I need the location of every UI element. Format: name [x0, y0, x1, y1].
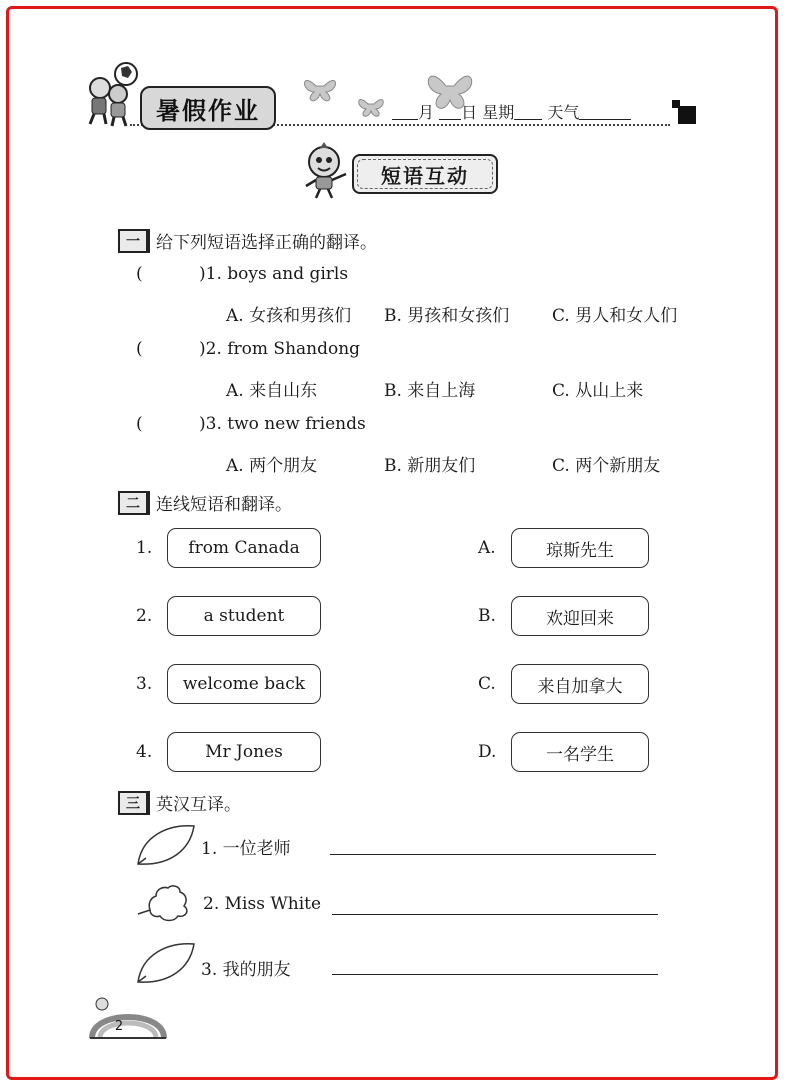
- section-title: 短语互动: [381, 163, 469, 188]
- match-right-box[interactable]: [511, 732, 649, 772]
- match-left-text: Mr Jones: [205, 742, 283, 762]
- match-left-box[interactable]: [167, 528, 321, 568]
- corner-block-icon: [672, 100, 696, 124]
- answer-paren-2[interactable]: (: [136, 339, 143, 359]
- weekday-label: 星期: [482, 103, 515, 122]
- translate-item-1: 1. 一位老师: [201, 839, 291, 859]
- answer-paren-1[interactable]: (: [136, 264, 143, 284]
- question-3: )3. two new friends: [199, 414, 366, 434]
- part1-instruction: 给下列短语选择正确的翻译。: [156, 233, 377, 253]
- match-left-box[interactable]: [167, 596, 321, 636]
- part1-number: 一: [118, 229, 150, 253]
- match-right-text: 琼斯先生: [546, 540, 614, 561]
- match-right-text: 来自加拿大: [537, 676, 623, 697]
- leaf-icon: [134, 940, 198, 986]
- translate-item-3: 3. 我的朋友: [201, 960, 291, 980]
- match-right-box[interactable]: [511, 596, 649, 636]
- match-left-num: 3.: [136, 674, 153, 694]
- part2-number: 二: [118, 491, 150, 515]
- match-right-letter: B.: [478, 606, 496, 626]
- match-right-text: 欢迎回来: [546, 608, 614, 629]
- match-left-text: from Canada: [188, 538, 300, 558]
- part1-heading: [118, 228, 377, 253]
- q3-option-b: B. 新朋友们: [384, 456, 476, 476]
- answer-paren-3[interactable]: (: [136, 414, 143, 434]
- match-right-letter: D.: [478, 742, 497, 762]
- translate-item-2: 2. Miss White: [203, 894, 322, 914]
- answer-line-2[interactable]: [332, 914, 658, 915]
- match-left-box[interactable]: [167, 664, 321, 704]
- part3-number: 三: [118, 791, 150, 815]
- match-left-num: 4.: [136, 742, 153, 762]
- date-weather-row: [392, 100, 631, 123]
- question-2: )2. from Shandong: [199, 339, 361, 359]
- maple-leaf-icon: [134, 880, 198, 926]
- kids-soccer-icon: [78, 60, 148, 130]
- weather-label: 天气: [547, 103, 580, 122]
- part2-heading: [118, 490, 292, 515]
- part3-instruction: 英汉互译。: [156, 795, 241, 815]
- part2-instruction: 连线短语和翻译。: [156, 495, 292, 515]
- q2-option-a: A. 来自山东: [226, 381, 318, 401]
- q3-option-a: A. 两个朋友: [226, 456, 318, 476]
- answer-line-1[interactable]: [330, 854, 656, 855]
- leaf-icon: [134, 822, 198, 868]
- match-right-text: 一名学生: [546, 744, 614, 765]
- part3-heading: [118, 790, 241, 815]
- answer-line-3[interactable]: [332, 974, 658, 975]
- match-right-box[interactable]: [511, 528, 649, 568]
- q2-option-c: C. 从山上来: [552, 381, 644, 401]
- page-number: 2: [114, 1019, 124, 1034]
- match-left-box[interactable]: [167, 732, 321, 772]
- question-1: )1. boys and girls: [199, 264, 349, 284]
- match-right-box[interactable]: [511, 664, 649, 704]
- q1-option-c: C. 男人和女人们: [552, 306, 678, 326]
- mascot-icon: [300, 142, 352, 200]
- day-label: 日: [461, 103, 478, 122]
- q2-option-b: B. 来自上海: [384, 381, 476, 401]
- section-title-badge: [352, 154, 498, 194]
- match-left-text: a student: [203, 606, 285, 626]
- q3-option-c: C. 两个新朋友: [552, 456, 661, 476]
- q1-option-a: A. 女孩和男孩们: [226, 306, 352, 326]
- match-left-text: welcome back: [182, 674, 306, 694]
- match-left-num: 2.: [136, 606, 153, 626]
- match-left-num: 1.: [136, 538, 153, 558]
- match-right-letter: C.: [478, 674, 496, 694]
- q1-option-b: B. 男孩和女孩们: [384, 306, 510, 326]
- book-title: 暑假作业: [140, 86, 276, 130]
- month-label: 月: [418, 103, 435, 122]
- match-right-letter: A.: [478, 538, 496, 558]
